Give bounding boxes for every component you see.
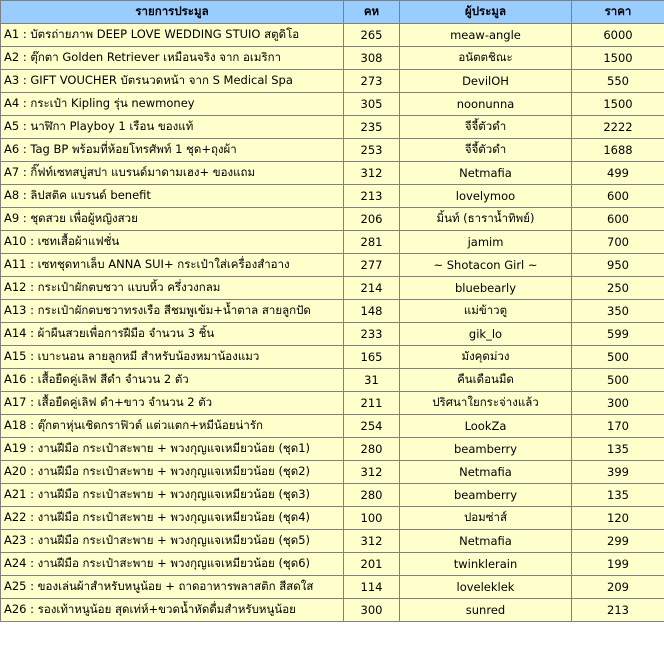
price-cell: 350 xyxy=(572,300,664,323)
bidder-cell: sunred xyxy=(400,599,572,622)
price-cell: 135 xyxy=(572,438,664,461)
item-cell: A14 : ผ้าผืนสวยเพื่อการฝีมือ จำนวน 3 ชิ้น xyxy=(1,323,344,346)
item-cell: A2 : ตุ๊กตา Golden Retriever เหมือนจริง จาก อเมริกา xyxy=(1,47,344,70)
table-row xyxy=(1,576,664,599)
item-cell: A17 : เสื้อยืดคู่เลิฟ ดำ+ขาว จำนวน 2 ตัว xyxy=(1,392,344,415)
table-row xyxy=(1,484,664,507)
item-cell: A23 : งานฝีมือ กระเป๋าสะพาย + พวงกุญแจเหมียวน้อย (ชุด5) xyxy=(1,530,344,553)
table-row xyxy=(1,139,664,162)
item-cell: A24 : งานฝีมือ กระเป๋าสะพาย + พวงกุญแจเหมียวน้อย (ชุด6) xyxy=(1,553,344,576)
reply-count-cell: 165 xyxy=(344,346,400,369)
item-cell: A19 : งานฝีมือ กระเป๋าสะพาย + พวงกุญแจเหมียวน้อย (ชุด1) xyxy=(1,438,344,461)
table-row xyxy=(1,70,664,93)
reply-count-cell: 265 xyxy=(344,24,400,47)
reply-count-cell: 214 xyxy=(344,277,400,300)
price-cell: 500 xyxy=(572,369,664,392)
table-row xyxy=(1,599,664,622)
table-row xyxy=(1,553,664,576)
bidder-cell: meaw-angle xyxy=(400,24,572,47)
reply-count-cell: 233 xyxy=(344,323,400,346)
bidder-cell: มิ้นท์ (ธาราน้ำทิพย์) xyxy=(400,208,572,231)
bidder-cell: คืนเดือนมืด xyxy=(400,369,572,392)
item-cell: A18 : ตุ๊กตาหุ่นเชิดกราฟิวต์ แต่วแตก+หมีน้อยน่ารัก xyxy=(1,415,344,438)
price-cell: 950 xyxy=(572,254,664,277)
price-cell: 300 xyxy=(572,392,664,415)
item-cell: A25 : ของเล่นผ้าสำหรับหนูน้อย + ถาดอาหารพลาสติก สีสดใส xyxy=(1,576,344,599)
bidder-cell: bluebearly xyxy=(400,277,572,300)
price-cell: 250 xyxy=(572,277,664,300)
table-row xyxy=(1,24,664,47)
table-row xyxy=(1,415,664,438)
table-row xyxy=(1,277,664,300)
reply-count-cell: 148 xyxy=(344,300,400,323)
bidder-cell: Netmafia xyxy=(400,461,572,484)
price-cell: 170 xyxy=(572,415,664,438)
bidder-cell: Netmafia xyxy=(400,162,572,185)
bidder-cell: DevilOH xyxy=(400,70,572,93)
bidder-cell: Netmafia xyxy=(400,530,572,553)
bidder-cell: beamberry xyxy=(400,484,572,507)
bidder-cell: noonunna xyxy=(400,93,572,116)
price-cell: 599 xyxy=(572,323,664,346)
item-cell: A20 : งานฝีมือ กระเป๋าสะพาย + พวงกุญแจเหมียวน้อย (ชุด2) xyxy=(1,461,344,484)
price-cell: 120 xyxy=(572,507,664,530)
price-cell: 500 xyxy=(572,346,664,369)
reply-count-cell: 31 xyxy=(344,369,400,392)
reply-count-cell: 114 xyxy=(344,576,400,599)
item-cell: A8 : ลิปสติค แบรนด์ benefit xyxy=(1,185,344,208)
price-cell: 1688 xyxy=(572,139,664,162)
reply-count-cell: 300 xyxy=(344,599,400,622)
item-cell: A15 : เบาะนอน ลายลูกหมี สำหรับน้องหมาน้องแมว xyxy=(1,346,344,369)
item-cell: A9 : ชุดสวย เพื่อผู้หญิงสวย xyxy=(1,208,344,231)
reply-count-cell: 254 xyxy=(344,415,400,438)
bidder-cell: มังคุดม่วง xyxy=(400,346,572,369)
header-row xyxy=(1,1,664,24)
table-row xyxy=(1,300,664,323)
item-cell: A22 : งานฝีมือ กระเป๋าสะพาย + พวงกุญแจเหมียวน้อย (ชุด4) xyxy=(1,507,344,530)
price-cell: 700 xyxy=(572,231,664,254)
price-cell: 135 xyxy=(572,484,664,507)
bidder-cell: จีจี้ตัวดำ xyxy=(400,139,572,162)
item-cell: A7 : กิ๊ฟท์เซทสบู่สปา แบรนด์มาดามเฮง+ ของแถม xyxy=(1,162,344,185)
bidder-cell: อนัตตชิณะ xyxy=(400,47,572,70)
item-cell: A10 : เซทเสื้อผ้าแฟชั่น xyxy=(1,231,344,254)
bidder-cell: gik_lo xyxy=(400,323,572,346)
bidder-cell: จีจี้ตัวดำ xyxy=(400,116,572,139)
reply-count-cell: 273 xyxy=(344,70,400,93)
table-body xyxy=(1,24,664,622)
table-row xyxy=(1,530,664,553)
reply-count-cell: 235 xyxy=(344,116,400,139)
bidder-cell: ปอมซ่าส์ xyxy=(400,507,572,530)
reply-count-cell: 312 xyxy=(344,162,400,185)
reply-count-cell: 201 xyxy=(344,553,400,576)
table-row xyxy=(1,231,664,254)
item-cell: A13 : กระเป๋าผักตบชวาทรงเรือ สีชมพูเข้ม+น้ำตาล สายลูกปัด xyxy=(1,300,344,323)
bidder-cell: ~ Shotacon Girl ~ xyxy=(400,254,572,277)
bidder-cell: lovelymoo xyxy=(400,185,572,208)
table-row xyxy=(1,116,664,139)
reply-count-cell: 305 xyxy=(344,93,400,116)
price-cell: 299 xyxy=(572,530,664,553)
reply-count-cell: 213 xyxy=(344,185,400,208)
bidder-cell: beamberry xyxy=(400,438,572,461)
price-cell: 199 xyxy=(572,553,664,576)
table-row xyxy=(1,93,664,116)
item-cell: A11 : เซทชุดทาเล็บ ANNA SUI+ กระเป๋าใส่เครื่องสำอาง xyxy=(1,254,344,277)
item-cell: A16 : เสื้อยืดคู่เลิฟ สีดำ จำนวน 2 ตัว xyxy=(1,369,344,392)
bidder-cell: jamim xyxy=(400,231,572,254)
table-row xyxy=(1,461,664,484)
reply-count-cell: 100 xyxy=(344,507,400,530)
price-cell: 6000 xyxy=(572,24,664,47)
reply-count-cell: 312 xyxy=(344,461,400,484)
bidder-cell: แม่ข้าวตู xyxy=(400,300,572,323)
reply-count-cell: 277 xyxy=(344,254,400,277)
reply-count-cell: 281 xyxy=(344,231,400,254)
header-item: รายการประมูล xyxy=(1,1,344,24)
price-cell: 1500 xyxy=(572,47,664,70)
price-cell: 399 xyxy=(572,461,664,484)
price-cell: 600 xyxy=(572,185,664,208)
table-row xyxy=(1,346,664,369)
reply-count-cell: 211 xyxy=(344,392,400,415)
price-cell: 213 xyxy=(572,599,664,622)
reply-count-cell: 253 xyxy=(344,139,400,162)
item-cell: A26 : รองเท้าหนูน้อย สุดเท่ห์+ขวดน้ำหัดดื่มสำหรับหนูน้อย xyxy=(1,599,344,622)
item-cell: A1 : บัตรถ่ายภาพ DEEP LOVE WEDDING STUIO สตูดิโอ xyxy=(1,24,344,47)
reply-count-cell: 280 xyxy=(344,438,400,461)
table-row xyxy=(1,47,664,70)
table-row xyxy=(1,162,664,185)
price-cell: 600 xyxy=(572,208,664,231)
reply-count-cell: 280 xyxy=(344,484,400,507)
price-cell: 1500 xyxy=(572,93,664,116)
price-cell: 2222 xyxy=(572,116,664,139)
table-row xyxy=(1,369,664,392)
item-cell: A3 : GIFT VOUCHER บัตรนวดหน้า จาก S Medical Spa xyxy=(1,70,344,93)
bidder-cell: twinklerain xyxy=(400,553,572,576)
table-row xyxy=(1,254,664,277)
table-header xyxy=(1,1,664,24)
price-cell: 499 xyxy=(572,162,664,185)
reply-count-cell: 206 xyxy=(344,208,400,231)
item-cell: A21 : งานฝีมือ กระเป๋าสะพาย + พวงกุญแจเหมียวน้อย (ชุด3) xyxy=(1,484,344,507)
item-cell: A12 : กระเป๋าผักตบชวา แบบหิ้ว ครึ่งวงกลม xyxy=(1,277,344,300)
price-cell: 550 xyxy=(572,70,664,93)
item-cell: A6 : Tag BP พร้อมที่ห้อยโทรศัพท์ 1 ชุด+ถุงผ้า xyxy=(1,139,344,162)
table-row xyxy=(1,507,664,530)
reply-count-cell: 312 xyxy=(344,530,400,553)
table-row xyxy=(1,323,664,346)
table-row xyxy=(1,185,664,208)
bidder-cell: LookZa xyxy=(400,415,572,438)
table-row xyxy=(1,208,664,231)
item-cell: A4 : กระเป๋า Kipling รุ่น newmoney xyxy=(1,93,344,116)
bidder-cell: loveleklek xyxy=(400,576,572,599)
header-price: ราคา xyxy=(572,1,664,24)
table-row xyxy=(1,438,664,461)
price-cell: 209 xyxy=(572,576,664,599)
reply-count-cell: 308 xyxy=(344,47,400,70)
table-row xyxy=(1,392,664,415)
bidder-cell: ปริศนาใยกระจ่างแล้ว xyxy=(400,392,572,415)
header-bidder: ผู้ประมูล xyxy=(400,1,572,24)
header-reply: คห xyxy=(344,1,400,24)
item-cell: A5 : นาฬิกา Playboy 1 เรือน ของแท้ xyxy=(1,116,344,139)
